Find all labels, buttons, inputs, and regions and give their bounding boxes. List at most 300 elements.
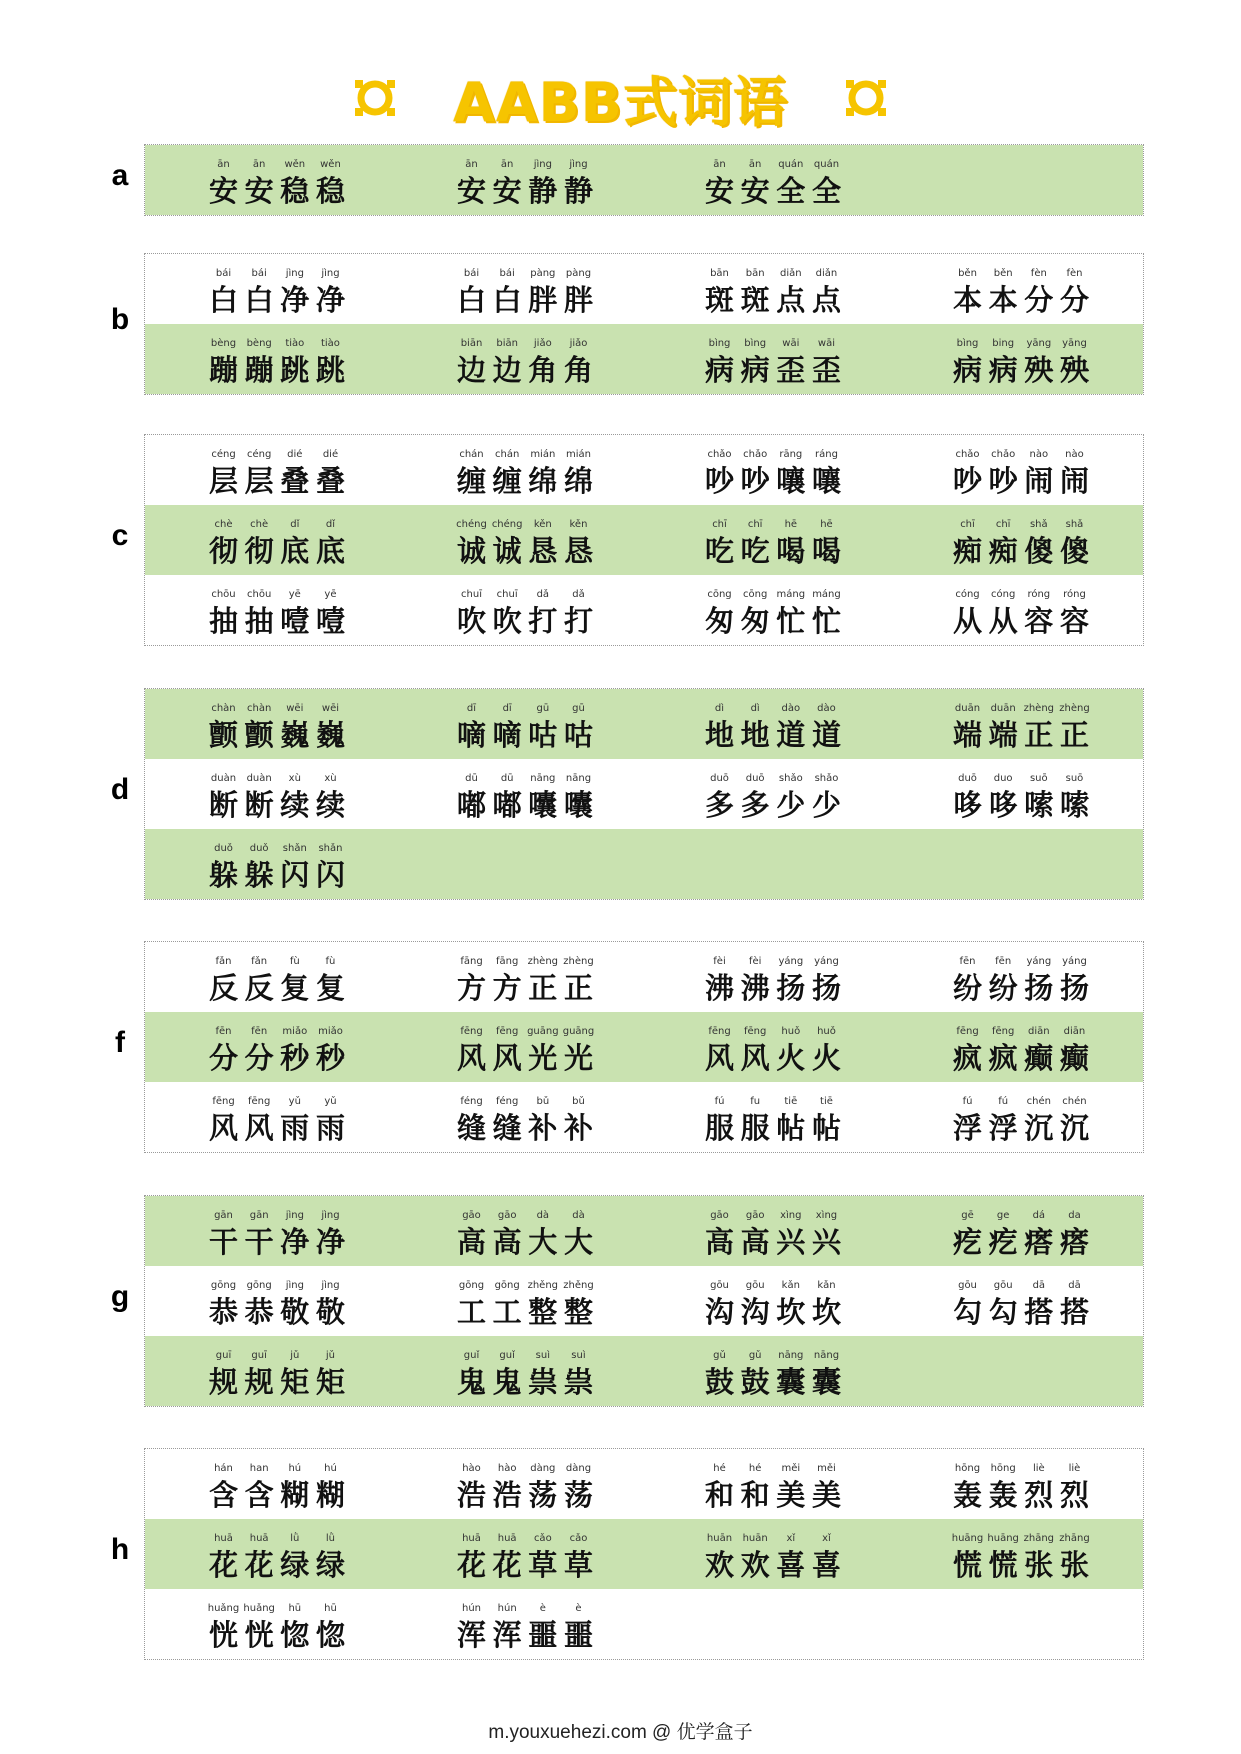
pinyin-syllable: ān (217, 159, 230, 170)
hanzi-char: 道 (776, 718, 806, 752)
word-item (455, 689, 675, 759)
pinyin-syllable: dǎ (536, 589, 550, 600)
pinyin-syllable: dǐ (325, 519, 336, 530)
hanzi-line (703, 465, 843, 497)
pinyin-syllable: gōng (458, 1280, 485, 1291)
pinyin-line (703, 1096, 843, 1107)
hanzi-char: 哆 (988, 788, 1018, 822)
pinyin-line (951, 589, 1091, 600)
hanzi-char: 纷 (988, 971, 1018, 1005)
hanzi-char: 浩 (456, 1478, 486, 1512)
hanzi-line (951, 1549, 1091, 1581)
hanzi-char: 绿 (280, 1548, 310, 1582)
hanzi-char: 鬼 (456, 1365, 486, 1399)
word-item (207, 1336, 427, 1406)
pinyin-syllable: róng (1027, 589, 1051, 600)
word-group-b (144, 253, 1144, 395)
word-row (145, 324, 1143, 394)
hanzi-line (703, 719, 843, 751)
pinyin-syllable: jìng (285, 268, 304, 279)
pinyin-syllable: fēng (991, 1026, 1015, 1037)
hanzi-char: 祟 (563, 1365, 593, 1399)
hanzi-char: 风 (456, 1041, 486, 1075)
word-item (207, 1519, 427, 1589)
pinyin-syllable: yáng (1062, 956, 1087, 967)
hanzi-char: 稳 (280, 174, 310, 208)
hanzi-char: 浑 (456, 1618, 486, 1652)
hanzi-char: 规 (208, 1365, 238, 1399)
title-text: AABB式词语 (453, 70, 788, 134)
hanzi-char: 沸 (740, 971, 770, 1005)
hanzi-line (207, 859, 347, 891)
pinyin-syllable: bān (745, 268, 765, 279)
pinyin-line (951, 1210, 1091, 1221)
pinyin-syllable: hōng (990, 1463, 1016, 1474)
hanzi-char: 噎 (280, 604, 310, 638)
hanzi-char: 巍 (280, 718, 310, 752)
pinyin-syllable: suì (571, 1350, 586, 1361)
pinyin-line (207, 159, 347, 170)
hanzi-char: 纷 (952, 971, 982, 1005)
hanzi-char: 恍 (208, 1618, 238, 1652)
hanzi-char: 巍 (315, 718, 345, 752)
hanzi-char: 火 (811, 1041, 841, 1075)
footer: m.youxuehezi.com @ 优学盒子 (488, 1722, 753, 1743)
pinyin-syllable: fèi (748, 956, 762, 967)
hanzi-char: 断 (244, 788, 274, 822)
hanzi-char: 蹦 (208, 353, 238, 387)
hanzi-char: 喝 (776, 534, 806, 568)
hanzi-char: 大 (528, 1225, 558, 1259)
hanzi-line (951, 1226, 1091, 1258)
pinyin-syllable: dī (502, 703, 512, 714)
word-row (145, 1449, 1143, 1519)
pinyin-syllable: fāng (495, 956, 519, 967)
hanzi-char: 搭 (1024, 1295, 1054, 1329)
hanzi-char: 缠 (492, 464, 522, 498)
word-item (207, 1449, 427, 1519)
word-item (207, 145, 427, 215)
hanzi-char: 白 (244, 283, 274, 317)
hanzi-char: 服 (740, 1111, 770, 1145)
hanzi-char: 嘟 (492, 788, 522, 822)
hanzi-line (207, 1479, 347, 1511)
pinyin-syllable: guī (215, 1350, 232, 1361)
hanzi-char: 叠 (315, 464, 345, 498)
word-item (207, 435, 427, 505)
pinyin-syllable: dà (536, 1210, 550, 1221)
hanzi-char: 敬 (315, 1295, 345, 1329)
hanzi-char: 瘩 (1059, 1225, 1089, 1259)
hanzi-line (703, 1226, 843, 1258)
pinyin-syllable: duō (710, 773, 729, 784)
hanzi-char: 分 (208, 1041, 238, 1075)
pinyin-syllable: ráng (815, 449, 838, 460)
word-item (951, 254, 1171, 324)
hanzi-char: 恍 (244, 1618, 274, 1652)
word-item (455, 1589, 675, 1659)
hanzi-char: 复 (280, 971, 310, 1005)
hanzi-line (207, 1619, 347, 1651)
pinyin-syllable: huān (742, 1533, 768, 1544)
hanzi-line (207, 1549, 347, 1581)
pinyin-syllable: jiǎo (569, 338, 588, 349)
hanzi-char: 勾 (952, 1295, 982, 1329)
pinyin-syllable: quán (813, 159, 840, 170)
pinyin-line (207, 843, 347, 854)
hanzi-char: 吃 (704, 534, 734, 568)
pinyin-syllable: huǒ (817, 1026, 836, 1037)
hanzi-char: 烈 (1059, 1478, 1089, 1512)
pinyin-line (455, 1096, 595, 1107)
pinyin-syllable: fèn (1066, 268, 1083, 279)
pinyin-syllable: chǎo (743, 449, 768, 460)
hanzi-line (455, 1112, 595, 1144)
word-item (703, 942, 923, 1012)
pinyin-syllable: dī (466, 703, 477, 714)
hanzi-char: 分 (244, 1041, 274, 1075)
pinyin-line (703, 519, 843, 530)
hanzi-char: 扬 (1024, 971, 1054, 1005)
word-row (145, 1266, 1143, 1336)
pinyin-syllable: fēn (995, 956, 1012, 967)
hanzi-char: 轰 (952, 1478, 982, 1512)
pinyin-syllable: chéng (491, 519, 523, 530)
pinyin-syllable: jìng (285, 1210, 304, 1221)
pinyin-line (455, 449, 595, 460)
pinyin-syllable: xù (324, 773, 337, 784)
pinyin-syllable: bèng (246, 338, 272, 349)
hanzi-line (455, 1366, 595, 1398)
hanzi-char: 瘩 (1024, 1225, 1054, 1259)
group-letter: b (110, 303, 130, 336)
pinyin-syllable: chī (995, 519, 1011, 530)
hanzi-line (703, 972, 843, 1004)
pinyin-syllable: běn (958, 268, 977, 279)
hanzi-char: 鼓 (704, 1365, 734, 1399)
pinyin-syllable: nāng (530, 773, 556, 784)
pinyin-syllable: kǎn (817, 1280, 836, 1291)
hanzi-char: 吵 (704, 464, 734, 498)
hanzi-char: 容 (1024, 604, 1054, 638)
pinyin-syllable: shǎn (282, 843, 307, 854)
pinyin-syllable: chuī (461, 589, 482, 600)
pinyin-syllable: huǒ (781, 1026, 801, 1037)
pinyin-syllable: běn (993, 268, 1013, 279)
pinyin-syllable: jìng (285, 1280, 304, 1291)
hanzi-char: 殃 (1059, 353, 1089, 387)
hanzi-char: 坎 (776, 1295, 806, 1329)
hanzi-char: 叠 (280, 464, 310, 498)
group-letter: d (110, 773, 130, 806)
hanzi-char: 疙 (988, 1225, 1018, 1259)
word-item (703, 435, 923, 505)
hanzi-char: 咕 (528, 718, 558, 752)
hanzi-line (703, 1549, 843, 1581)
hanzi-char: 正 (563, 971, 593, 1005)
word-group-c (144, 434, 1144, 646)
pinyin-syllable: dū (465, 773, 478, 784)
hanzi-char: 疯 (952, 1041, 982, 1075)
word-item (703, 254, 923, 324)
pinyin-syllable: lǜ (290, 1533, 300, 1544)
pinyin-syllable: fēng (460, 1026, 483, 1037)
pinyin-line (455, 1210, 595, 1221)
hanzi-line (951, 1042, 1091, 1074)
hanzi-char: 咕 (563, 718, 593, 752)
pinyin-syllable: cǎo (569, 1533, 588, 1544)
word-item (455, 324, 675, 394)
pinyin-syllable: bìng (956, 338, 979, 349)
pinyin-syllable: wěn (284, 159, 306, 170)
hanzi-char: 花 (492, 1548, 522, 1582)
pinyin-line (207, 703, 347, 714)
word-item (703, 1082, 923, 1152)
pinyin-line (455, 519, 595, 530)
pinyin-syllable: diǎn (815, 268, 838, 279)
hanzi-char: 断 (208, 788, 238, 822)
word-item (951, 575, 1171, 645)
hanzi-char: 工 (492, 1295, 522, 1329)
hanzi-char: 雨 (315, 1111, 345, 1145)
word-item (951, 1082, 1171, 1152)
hanzi-line (703, 605, 843, 637)
word-item (455, 1519, 675, 1589)
word-item (703, 324, 923, 394)
group-letter: a (111, 159, 129, 192)
pinyin-line (455, 1280, 595, 1291)
word-item (207, 689, 427, 759)
word-item (951, 1449, 1171, 1519)
pinyin-line (703, 773, 843, 784)
pinyin-line (951, 1280, 1091, 1291)
hanzi-char: 荡 (563, 1478, 593, 1512)
hanzi-char: 风 (704, 1041, 734, 1075)
group-letter: g (110, 1280, 130, 1313)
hanzi-char: 含 (208, 1478, 238, 1512)
hanzi-char: 帖 (776, 1111, 806, 1145)
hanzi-char: 嚷 (811, 464, 841, 498)
pinyin-syllable: yǔ (288, 1096, 301, 1107)
word-item (703, 1336, 923, 1406)
pinyin-syllable: biān (460, 338, 483, 349)
word-item (207, 1266, 427, 1336)
pinyin-syllable: bái (463, 268, 480, 279)
pinyin-syllable: fēn (251, 1026, 268, 1037)
pinyin-syllable: ān (465, 159, 478, 170)
pinyin-line (455, 773, 595, 784)
hanzi-char: 嘀 (456, 718, 486, 752)
hanzi-char: 整 (563, 1295, 593, 1329)
pinyin-syllable: bái (251, 268, 267, 279)
pinyin-syllable: zhèng (1023, 703, 1055, 714)
hanzi-char: 癫 (1024, 1041, 1054, 1075)
hanzi-char: 闪 (280, 858, 310, 892)
hanzi-char: 点 (776, 283, 806, 317)
hanzi-char: 囔 (563, 788, 593, 822)
word-item (207, 829, 427, 899)
hanzi-char: 闹 (1024, 464, 1054, 498)
pinyin-syllable: gōu (745, 1280, 765, 1291)
pinyin-syllable: bái (499, 268, 515, 279)
pinyin-syllable: è (539, 1603, 546, 1614)
hanzi-char: 秒 (280, 1041, 310, 1075)
hanzi-char: 规 (244, 1365, 274, 1399)
pinyin-syllable: diān (1063, 1026, 1086, 1037)
word-item (207, 324, 427, 394)
pinyin-line (207, 1096, 347, 1107)
pinyin-syllable: fēn (215, 1026, 232, 1037)
hanzi-char: 沉 (1024, 1111, 1054, 1145)
pinyin-syllable: ge (996, 1210, 1010, 1221)
pinyin-syllable: bái (215, 268, 232, 279)
hanzi-line (207, 1366, 347, 1398)
hanzi-line (703, 1296, 843, 1328)
hanzi-char: 诚 (456, 534, 486, 568)
pinyin-syllable: gōu (993, 1280, 1013, 1291)
pinyin-syllable: jǔ (325, 1350, 336, 1361)
hanzi-char: 吃 (740, 534, 770, 568)
pinyin-syllable: gāo (710, 1210, 729, 1221)
hanzi-char: 恳 (563, 534, 593, 568)
pinyin-syllable: dì (750, 703, 760, 714)
hanzi-char: 囔 (528, 788, 558, 822)
hanzi-line (455, 1479, 595, 1511)
word-item (951, 1266, 1171, 1336)
word-item (455, 1012, 675, 1082)
word-row (145, 942, 1143, 1012)
hanzi-char: 秒 (315, 1041, 345, 1075)
hanzi-char: 吵 (740, 464, 770, 498)
pinyin-line (207, 773, 347, 784)
hanzi-char: 稳 (315, 174, 345, 208)
pinyin-syllable: duān (990, 703, 1016, 714)
word-row (145, 1196, 1143, 1266)
pinyin-line (703, 159, 843, 170)
hanzi-char: 缠 (456, 464, 486, 498)
hanzi-char: 光 (563, 1041, 593, 1075)
pinyin-syllable: huāng (951, 1533, 984, 1544)
hanzi-char: 本 (952, 283, 982, 317)
pinyin-syllable: xǐ (822, 1533, 831, 1544)
pinyin-syllable: xǐ (786, 1533, 796, 1544)
hanzi-line (455, 719, 595, 751)
pinyin-syllable: fú (998, 1096, 1009, 1107)
pinyin-syllable: fù (289, 956, 300, 967)
pinyin-syllable: chàn (247, 703, 272, 714)
hanzi-line (207, 284, 347, 316)
hanzi-char: 静 (528, 174, 558, 208)
pinyin-syllable: chén (1062, 1096, 1087, 1107)
pinyin-syllable: gāo (745, 1210, 765, 1221)
hanzi-line (455, 465, 595, 497)
hanzi-char: 角 (528, 353, 558, 387)
hanzi-line (455, 175, 595, 207)
pinyin-line (703, 268, 843, 279)
word-item (703, 1266, 923, 1336)
hanzi-line (455, 605, 595, 637)
word-row (145, 1012, 1143, 1082)
word-item (455, 1449, 675, 1519)
word-group-d (144, 688, 1144, 900)
hanzi-char: 忙 (811, 604, 841, 638)
hanzi-char: 躲 (244, 858, 274, 892)
pinyin-line (207, 1280, 347, 1291)
hanzi-char: 扬 (776, 971, 806, 1005)
hanzi-char: 从 (952, 604, 982, 638)
word-item (207, 942, 427, 1012)
pinyin-syllable: chī (747, 519, 763, 530)
hanzi-char: 沉 (1059, 1111, 1089, 1145)
pinyin-syllable: yāng (1026, 338, 1052, 349)
pinyin-syllable: cōng (707, 589, 732, 600)
hanzi-line (455, 972, 595, 1004)
word-item (951, 942, 1171, 1012)
hanzi-char: 吹 (456, 604, 486, 638)
pinyin-syllable: suō (1065, 773, 1084, 784)
hanzi-char: 勾 (988, 1295, 1018, 1329)
pinyin-syllable: duo (993, 773, 1013, 784)
hanzi-line (455, 284, 595, 316)
hanzi-char: 地 (704, 718, 734, 752)
hanzi-char: 高 (704, 1225, 734, 1259)
pinyin-syllable: féng (460, 1096, 483, 1107)
pinyin-syllable: miǎo (318, 1026, 343, 1037)
hanzi-line (951, 284, 1091, 316)
pinyin-syllable: suì (535, 1350, 550, 1361)
hanzi-char: 噩 (528, 1618, 558, 1652)
pinyin-syllable: fú (714, 1096, 725, 1107)
hanzi-line (703, 1479, 843, 1511)
hanzi-char: 搭 (1059, 1295, 1089, 1329)
hanzi-char: 嗦 (1024, 788, 1054, 822)
hanzi-line (207, 972, 347, 1004)
hanzi-char: 吵 (988, 464, 1018, 498)
hanzi-char: 浮 (952, 1111, 982, 1145)
word-group-a (144, 144, 1144, 216)
pinyin-syllable: chǎo (707, 449, 732, 460)
pinyin-syllable: dào (817, 703, 836, 714)
hanzi-char: 颤 (244, 718, 274, 752)
hanzi-char: 美 (811, 1478, 841, 1512)
pinyin-syllable: dū (500, 773, 514, 784)
pinyin-syllable: jìng (533, 159, 552, 170)
hanzi-line (951, 1296, 1091, 1328)
pinyin-syllable: huǎng (207, 1603, 240, 1614)
pinyin-syllable: dàng (565, 1463, 592, 1474)
word-item (455, 435, 675, 505)
hanzi-char: 端 (988, 718, 1018, 752)
pinyin-syllable: zhěng (527, 1280, 559, 1291)
hanzi-char: 净 (280, 1225, 310, 1259)
pinyin-syllable: hē (820, 519, 833, 530)
hanzi-char: 补 (563, 1111, 593, 1145)
word-item (455, 759, 675, 829)
hanzi-char: 病 (740, 353, 770, 387)
word-item (703, 505, 923, 575)
pinyin-syllable: ān (713, 159, 726, 170)
hanzi-line (207, 719, 347, 751)
hanzi-char: 正 (528, 971, 558, 1005)
pinyin-syllable: ān (252, 159, 266, 170)
pinyin-syllable: liè (1068, 1463, 1081, 1474)
pinyin-syllable: bǔ (572, 1096, 585, 1107)
hanzi-char: 绵 (563, 464, 593, 498)
hanzi-char: 斑 (704, 283, 734, 317)
word-item (207, 505, 427, 575)
pinyin-syllable: dǐ (290, 519, 300, 530)
hanzi-char: 缝 (492, 1111, 522, 1145)
